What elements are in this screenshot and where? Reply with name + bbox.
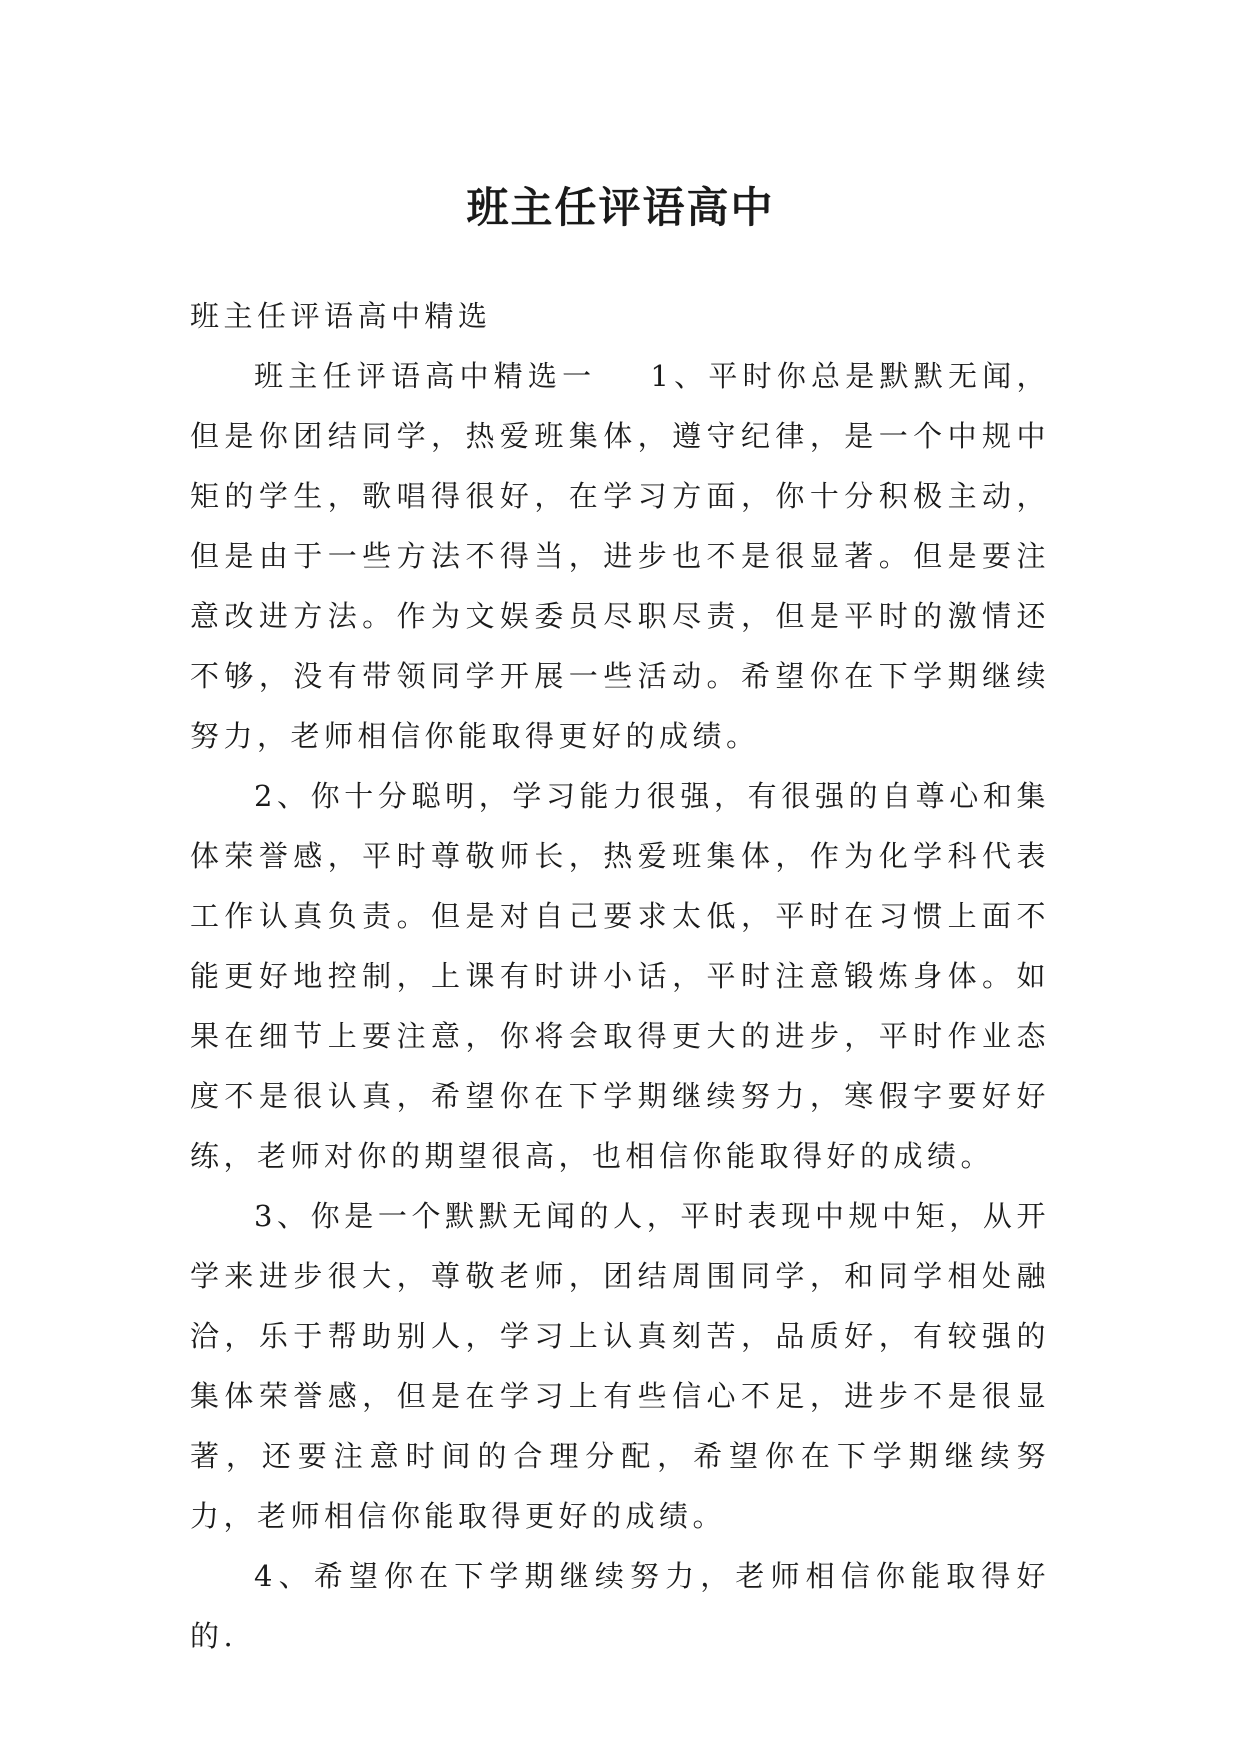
paragraph-4: 4、希望你在下学期继续努力，老师相信你能取得好的. [190,1559,1050,1653]
document-title: 班主任评语高中 [466,183,775,233]
section-heading: 班主任评语高中精选一 [254,359,597,393]
document-body [190,286,1050,1666]
paragraph-1-text: 1、平时你总是默默无闻，但是你团结同学，热爱班集体，遵守纪律，是一个中规中矩的学生，歌唱得很好，在学习方面，你十分积极主动，但是由于一些方法不得当，进步也不是很显著。但是要注意改进方法。作为文娱委员尽职尽责，但是平时的激情还不够，没有带领同学开展一些活动。希望你在下学期继续努力，老师相信你能取得更好的成绩。 [190,359,1050,753]
paragraph-2: 2、你十分聪明，学习能力很强，有很强的自尊心和集体荣誉感，平时尊敬师长，热爱班集体，作为化学科代表工作认真负责。但是对自己要求太低，平时在习惯上面不能更好地控制，上课有时讲小话，平时注意锻炼身体。如果在细节上要注意，你将会取得更大的进步，平时作业态度不是很认真，希望你在下学期继续努力，寒假字要好好练，老师对你的期望很高，也相信你能取得好的成绩。 [190,779,1050,1173]
paragraph-1 [190,346,1050,766]
paragraph-3: 3、你是一个默默无闻的人，平时表现中规中矩，从开学来进步很大，尊敬老师，团结周围同学，和同学相处融洽，乐于帮助别人，学习上认真刻苦，品质好，有较强的集体荣誉感，但是在学习上有些信心不足，进步不是很显著，还要注意时间的合理分配，希望你在下学期继续努力，老师相信你能取得更好的成绩。 [190,1199,1050,1533]
document-subtitle: 班主任评语高中精选 [190,299,492,333]
